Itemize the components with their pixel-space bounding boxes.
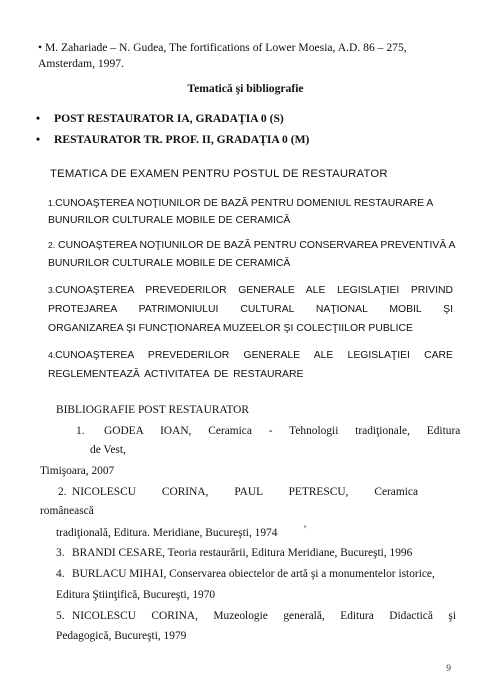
- thematic-item: 2. CUNOAŞTEREA NOŢIUNILOR DE BAZĂ PENTRU CONSERVAREA PREVENTIVĂ A: [48, 240, 456, 251]
- bibliography-item: BRANDI CESARE, Teoria restaurării, Editura Meridiane, Bucureşti, 1996: [72, 547, 413, 559]
- thematic-title: TEMATICA DE EXAMEN PENTRU POSTUL DE RESTAURATOR: [50, 168, 388, 180]
- thematic-item-cont: ORGANIZAREA ŞI FUNCŢIONAREA MUZEELOR ŞI COLECŢIILOR PUBLICE: [48, 323, 413, 334]
- thematic-item: 4.CUNOAŞTEREA PREVEDERILOR GENERALE ALE LEGISLAŢIEI CARE: [48, 350, 453, 361]
- bibliography-item-number: 5.: [56, 610, 65, 622]
- page-number: 9: [446, 664, 451, 674]
- thematic-item-cont: PROTEJAREA PATRIMONIULUI CULTURAL NAŢIONAL MOBIL ŞI: [48, 304, 453, 315]
- bibliography-item-cont: Timişoara, 2007: [40, 465, 115, 477]
- bibliography-item-cont: de Vest,: [90, 444, 126, 456]
- thematic-item: 3.CUNOAŞTEREA PREVEDERILOR GENERALE ALE LEGISLAŢIEI PRIVIND: [48, 285, 453, 296]
- bibliography-item-number: 2.: [58, 486, 67, 498]
- bullet-icon: •: [36, 112, 41, 125]
- thematic-item-cont: REGLEMENTEAZĂ ACTIVITATEA DE RESTAURARE: [48, 369, 304, 380]
- thematic-item: 1.CUNOAŞTEREA NOŢIUNILOR DE BAZĂ PENTRU DOMENIUL RESTAURARE A: [48, 198, 434, 209]
- position-list: [36, 108, 309, 150]
- position-item: • RESTAURATOR TR. PROF. II, GRADAŢIA 0 (M): [36, 129, 309, 150]
- bibliography-item-cont: Pedagogică, Bucureşti, 1979: [56, 630, 187, 642]
- reference-entry: • M. Zahariade – N. Gudea, The fortifications of Lower Moesia, A.D. 86 – 275, Amsterdam, 1997.: [38, 41, 407, 70]
- stray-mark: ': [304, 524, 307, 536]
- bibliography-item: GODEA IOAN, Ceramica - Tehnologii tradiţionale, Editura: [104, 425, 461, 437]
- bibliography-item: NICOLESCU CORINA, Muzeologie generală, Editura Didactică şi: [72, 610, 456, 622]
- bibliography-item-cont: românească: [40, 505, 94, 517]
- bibliography-item: NICOLESCU CORINA, PAUL PETRESCU, Ceramica: [72, 486, 418, 498]
- bullet-icon: •: [36, 133, 41, 146]
- thematic-item-cont: BUNURILOR CULTURALE MOBILE DE CERAMICĂ: [48, 215, 291, 226]
- thematic-item-cont: BUNURILOR CULTURALE MOBILE DE CERAMICĂ: [48, 258, 291, 269]
- section-heading: Tematică şi bibliografie: [187, 82, 304, 95]
- bibliography-item-cont: tradiţională, Editura. Meridiane, Bucureşti, 1974: [56, 527, 278, 539]
- bibliography-item-number: 1.: [76, 425, 85, 437]
- bibliography-title: BIBLIOGRAFIE POST RESTAURATOR: [56, 404, 249, 416]
- bibliography-item-number: 4.: [56, 568, 65, 580]
- bibliography-item-cont: Editura Ştiinţifică, Bucureşti, 1970: [56, 589, 216, 601]
- bibliography-item-number: 3.: [56, 547, 65, 559]
- position-item: • POST RESTAURATOR IA, GRADAŢIA 0 (S): [36, 108, 309, 129]
- bibliography-item: BURLACU MIHAI, Conservarea obiectelor de artă şi a monumentelor istorice,: [72, 568, 435, 580]
